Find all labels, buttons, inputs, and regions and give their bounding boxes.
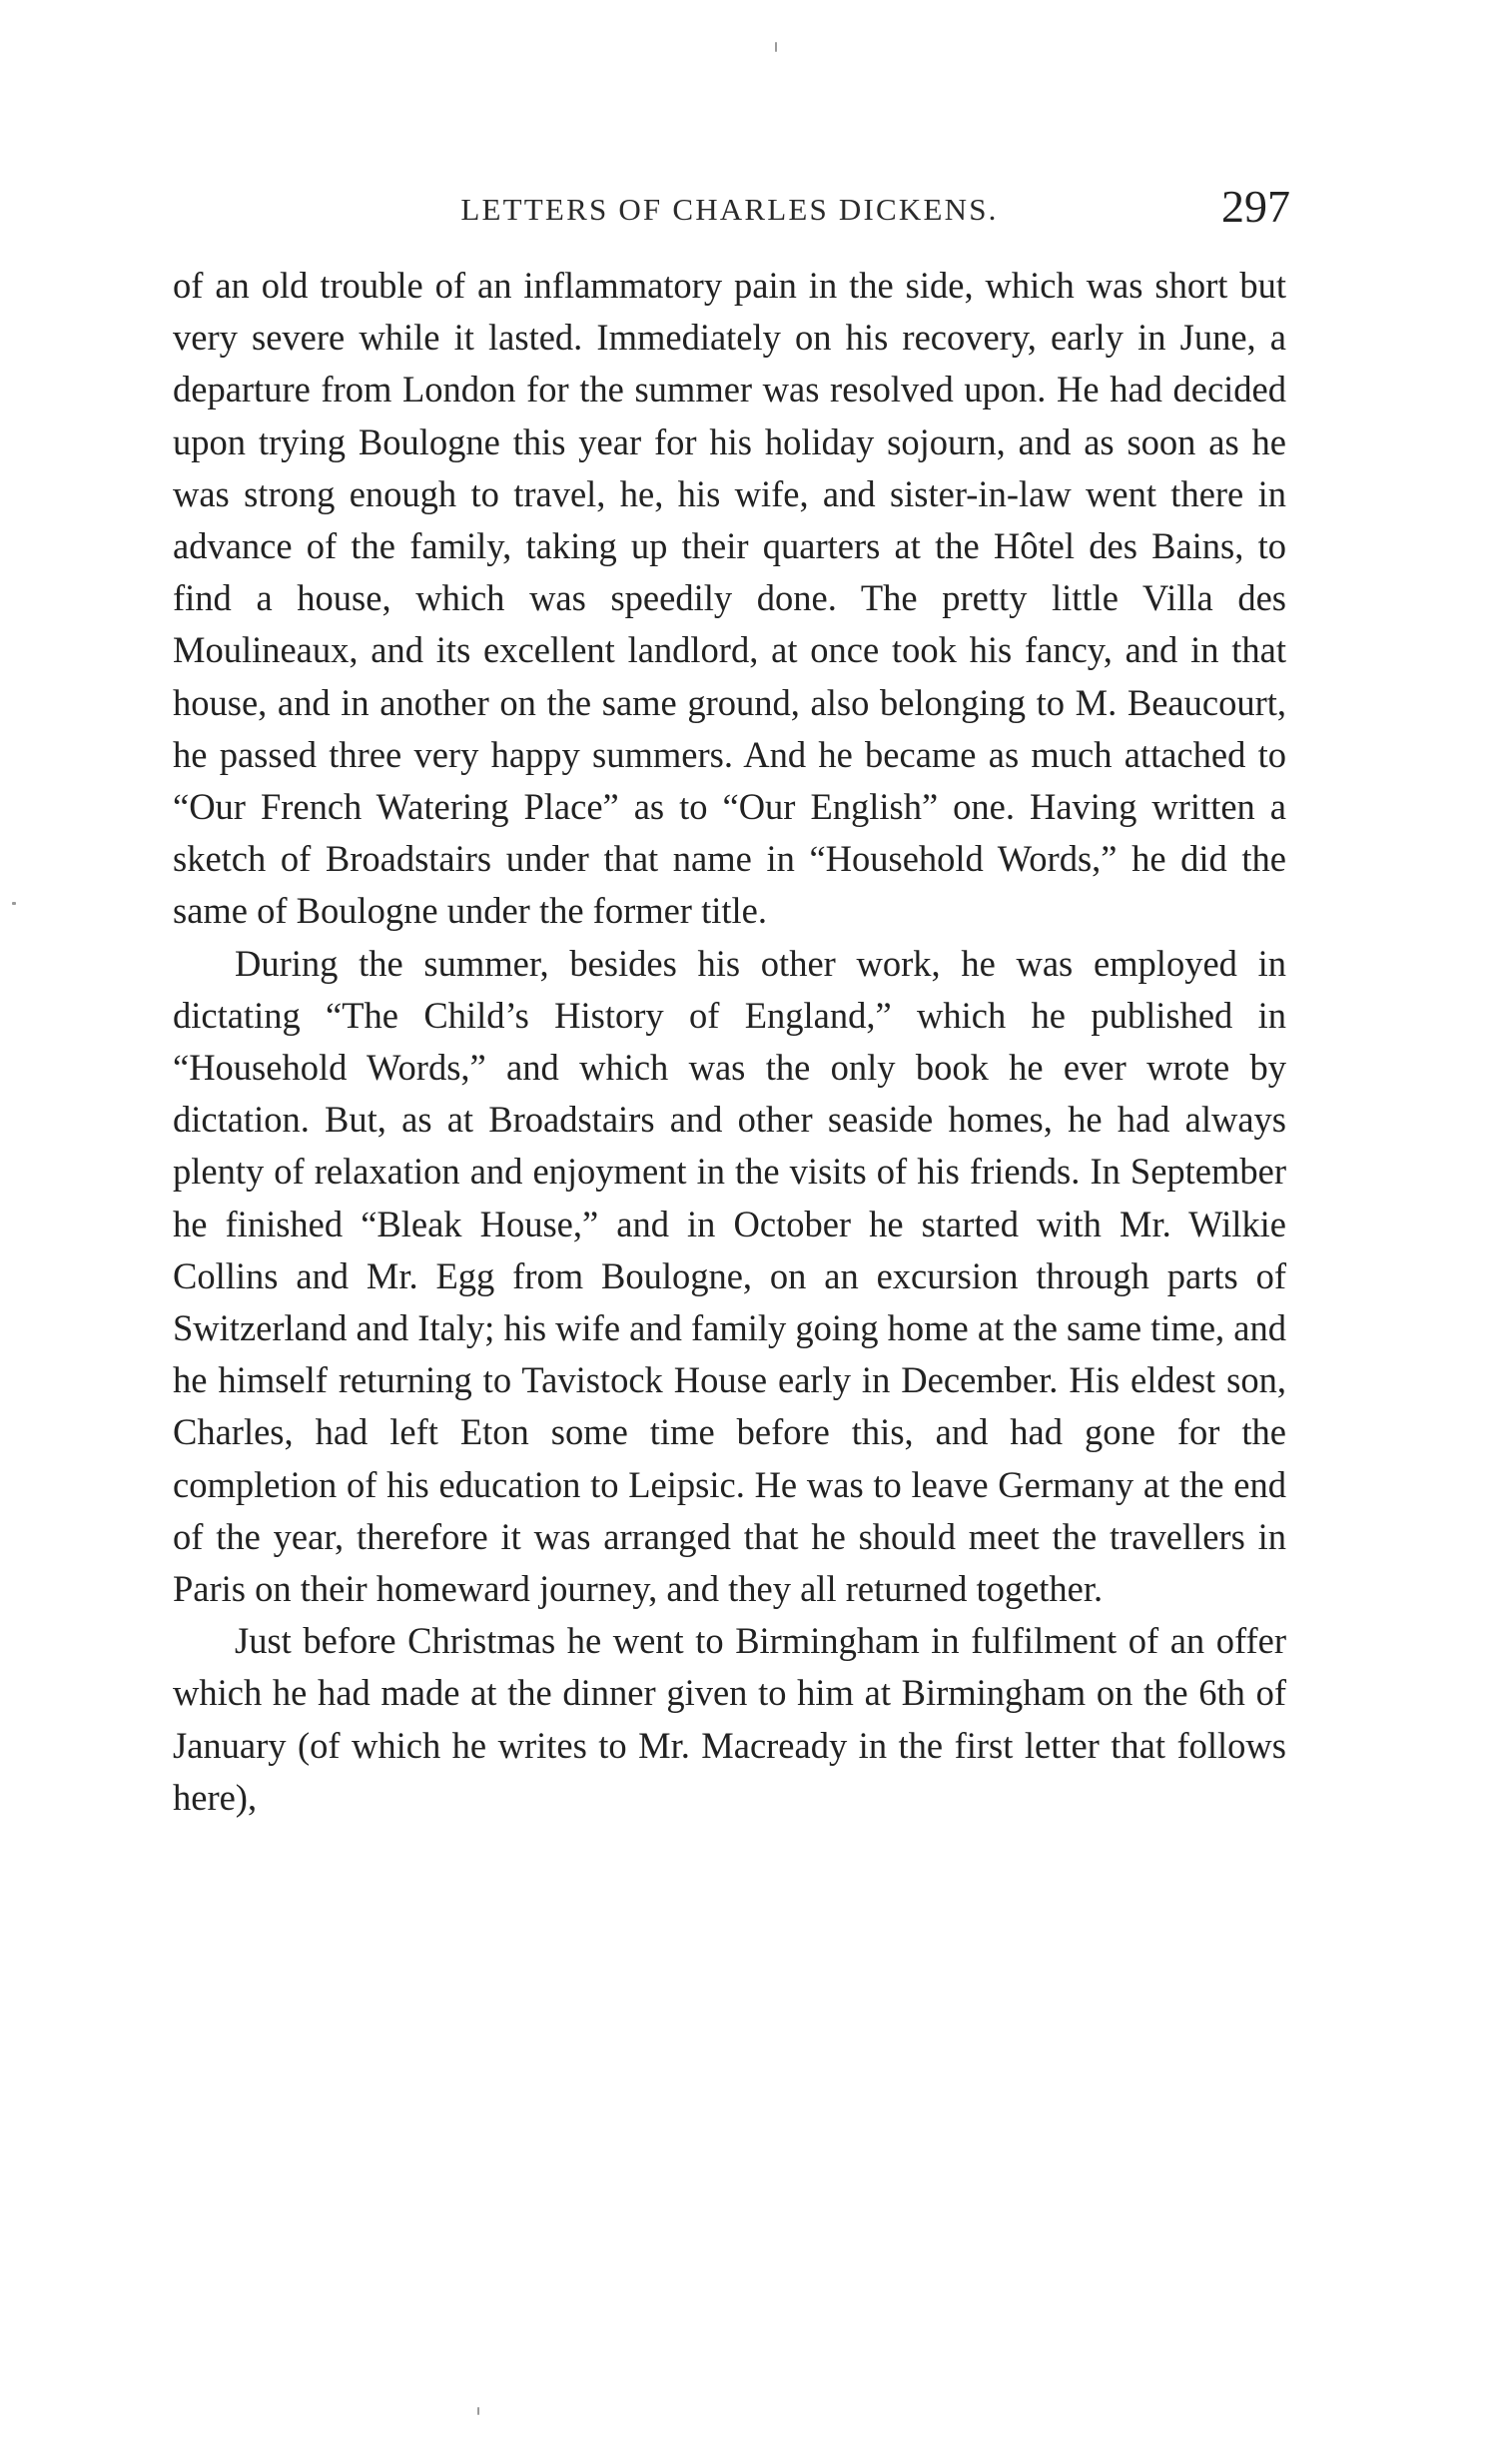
paragraph-continuation: of an old trouble of an inflammatory pain in the side, which was short but very severe while it lasted. Immediately on his recovery, early in June, a departure from London for the summer was resolved upon. He had decided upon trying Boulogne this year for his holiday sojourn, and as soon as he was strong enough to travel, he, his wife, and sister-in-law went there in advance of the family, taking up their quarters at the Hôtel des Bains, to find a house, which was speedily done. The pretty little Villa des Moulineaux, and its excellent landlord, at once took his fancy, and in that house, and in another on the same ground, also belonging to M. Beaucourt, he passed three very happy summers. And he became as much attached to “Our French Watering Place” as to “Our English” one. Having written a sketch of Broadstairs under that name in “Household Words,” he did the same of Boulogne under the former title.: [173, 265, 1286, 932]
scan-speck: [775, 42, 777, 52]
paragraph-christmas: Just before Christmas he went to Birmingham in fulfilment of an offer which he had made at the dinner given to him at Birmingham on the 6th of January (of which he writes to Mr. Macready in the first letter that follows here),: [173, 1620, 1286, 1818]
running-head: [173, 178, 1290, 238]
scan-speck: [477, 2407, 479, 2415]
page-number: 297: [1221, 181, 1290, 232]
scan-speck: [12, 902, 16, 905]
running-title: LETTERS OF CHARLES DICKENS.: [460, 192, 999, 227]
paragraph-summer: During the summer, besides his other work, he was employed in dictating “The Child’s History of England,” which he published in “Household Words,” and which was the only book he ever wrote by dictation. But, as at Broadstairs and other seaside homes, he had always plenty of relaxation and enjoyment in the visits of his friends. In September he finished “Bleak House,” and in October he started with Mr. Wilkie Collins and Mr. Egg from Boulogne, on an excursion through parts of Switzerland and Italy; his wife and family going home at the same time, and he himself returning to Tavistock House early in December. His eldest son, Charles, had left Eton some time before this, and had gone for the completion of his education to Leipsic. He was to leave Germany at the end of the year, therefore it was arranged that he should meet the travellers in Paris on their homeward journey, and they all returned together.: [173, 942, 1286, 1610]
body-text: [173, 260, 1286, 1824]
